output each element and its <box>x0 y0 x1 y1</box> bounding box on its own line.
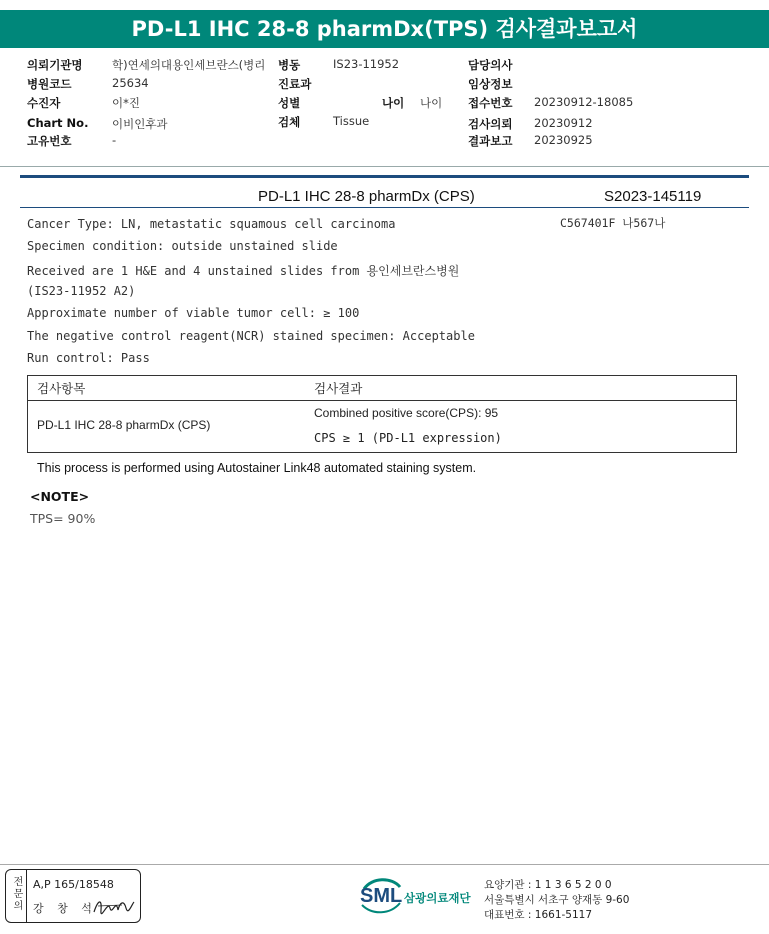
report-id: S2023-145119 <box>604 188 702 205</box>
pathologist-stamp <box>5 869 141 923</box>
section-divider <box>0 166 769 167</box>
requesting-institution-value: 학)연세의대용인세브란스(병리 <box>112 58 266 72</box>
footer-divider <box>0 864 769 865</box>
request-date-label: 검사의뢰 <box>468 117 513 131</box>
specimen-condition-line: Specimen condition: outside unstained slide <box>27 239 338 253</box>
requesting-institution-label: 의뢰기관명 <box>27 58 83 72</box>
receipt-no-value: 20230912-18085 <box>534 95 634 109</box>
report-title: PD-L1 IHC 28-8 pharmDx(TPS) 검사결과보고서 <box>131 17 638 41</box>
sex-label: 성별 <box>278 96 301 110</box>
result-table-header <box>28 376 736 401</box>
specimen-label: 검체 <box>278 115 301 129</box>
hospital-code-value: 25634 <box>112 76 149 90</box>
report-title-rule <box>20 207 749 208</box>
logo-org-name: 삼광의료재단 <box>404 891 471 905</box>
col-item-header: 검사항목 <box>37 381 86 396</box>
block-id: C567401F 나567나 <box>560 216 666 230</box>
received-slides-line: Received are 1 H&E and 4 unstained slides from 용인세브란스병원 <box>27 264 460 278</box>
patient-info-section <box>0 55 769 167</box>
phone: 대표번호 : 1661-5117 <box>484 909 593 921</box>
ward-value: IS23-11952 <box>333 57 400 71</box>
note-text: TPS= 90% <box>30 511 96 526</box>
clinical-info-label: 임상정보 <box>468 77 513 91</box>
receipt-no-label: 접수번호 <box>468 96 513 110</box>
signature-icon <box>92 894 136 918</box>
process-note: This process is performed using Autostainer Link48 automated staining system. <box>37 461 477 475</box>
result-date-label: 결과보고 <box>468 134 513 148</box>
result-table <box>27 375 737 453</box>
chart-no-label: Chart No. <box>27 116 89 130</box>
col-result-header: 검사결과 <box>314 381 363 396</box>
test-item: PD-L1 IHC 28-8 pharmDx (CPS) <box>37 418 211 432</box>
unique-no-value: - <box>112 133 117 147</box>
stamp-vertical-label <box>6 870 27 922</box>
chart-no-value: 이비인후과 <box>112 117 168 131</box>
examinee-label: 수진자 <box>27 96 61 110</box>
report-top-rule <box>20 175 749 178</box>
care-institution: 요양기관 : 1 1 3 6 5 2 0 0 <box>484 879 612 891</box>
note-heading: <NOTE> <box>30 489 90 504</box>
pathologist-name: 강 창 석 <box>33 902 97 915</box>
hospital-code-label: 병원코드 <box>27 77 72 91</box>
cancer-type-line: Cancer Type: LN, metastatic squamous cell carcinoma <box>27 217 396 231</box>
specimen-value: Tissue <box>333 114 370 128</box>
stamp-ap-number: A,P 165/18548 <box>33 878 114 891</box>
stamp-vertical-text: 전문의 <box>11 876 22 912</box>
sml-logo <box>358 875 488 915</box>
department-label: 진료과 <box>278 77 312 91</box>
cps-score: Combined positive score(CPS): 95 <box>314 406 499 420</box>
logo-text: SML <box>360 885 403 907</box>
age-label: 나이 <box>382 96 405 110</box>
tumor-cell-line: Approximate number of viable tumor cell: ≥ 100 <box>27 306 360 320</box>
result-date-value: 20230925 <box>534 133 593 147</box>
request-date-value: 20230912 <box>534 116 593 130</box>
attending-label: 담당의사 <box>468 58 513 72</box>
address: 서울특별시 서초구 양재동 9-60 <box>484 894 630 906</box>
age-value: 나이 <box>420 96 443 110</box>
run-control-line: Run control: Pass <box>27 351 150 365</box>
ward-label: 병동 <box>278 58 301 72</box>
case-ref-line: (IS23-11952 A2) <box>27 284 136 298</box>
examinee-value: 이*진 <box>112 96 140 110</box>
ncr-line: The negative control reagent(NCR) stained specimen: Acceptable <box>27 329 475 343</box>
report-title-banner <box>0 10 769 48</box>
cps-interpretation: CPS ≥ 1 (PD-L1 expression) <box>314 431 502 445</box>
report-subtitle: PD-L1 IHC 28-8 pharmDx (CPS) <box>258 188 475 205</box>
unique-no-label: 고유번호 <box>27 134 72 148</box>
